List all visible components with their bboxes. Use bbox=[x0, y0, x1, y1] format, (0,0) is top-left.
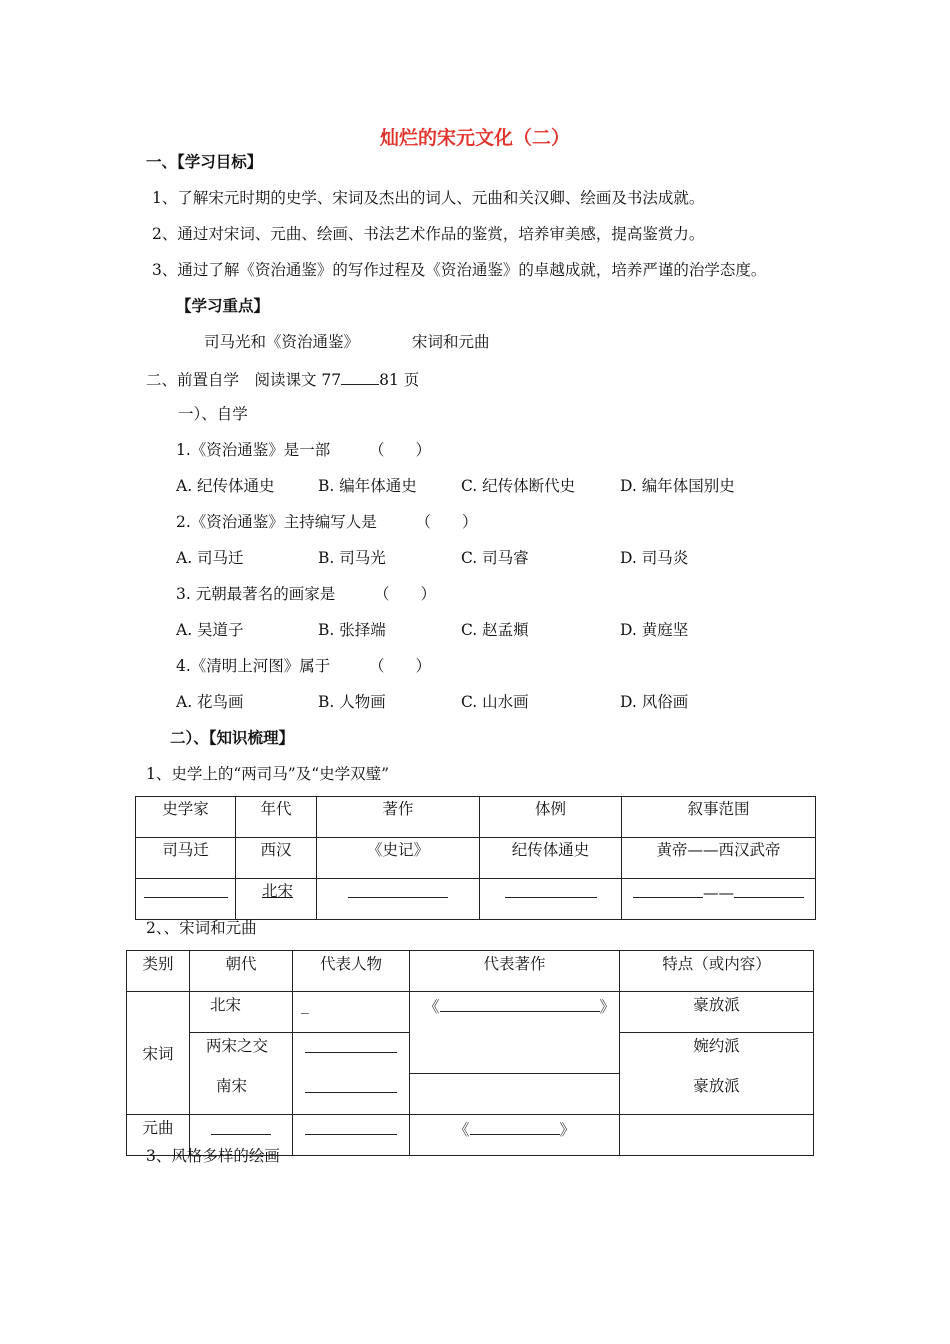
topic-1-heading: 1、史学上的“两司马”及“史学双璧” bbox=[146, 765, 390, 783]
fill-blank[interactable] bbox=[305, 1076, 397, 1093]
cell-scope: 黄帝——西汉武帝 bbox=[622, 838, 816, 879]
header-person: 代表人物 bbox=[293, 951, 410, 992]
cell-dynasty: 南宋 bbox=[190, 1073, 293, 1114]
fill-blank[interactable] bbox=[348, 881, 448, 898]
fill-blank[interactable] bbox=[505, 881, 597, 898]
goal-item-3: 3、通过了解《资治通鉴》的写作过程及《资治通鉴》的卓越成就，培养严谨的治学态度。 bbox=[152, 261, 767, 279]
fill-blank[interactable] bbox=[633, 881, 703, 898]
era-northern-song: 北宋 bbox=[262, 882, 294, 900]
header-era: 年代 bbox=[236, 797, 317, 838]
cell-person-blank[interactable] bbox=[293, 1114, 410, 1155]
fill-blank[interactable] bbox=[305, 1118, 397, 1135]
cell-work-blank[interactable] bbox=[317, 879, 480, 920]
header-dynasty: 朝代 bbox=[190, 951, 293, 992]
page-title: 灿烂的宋元文化（二） bbox=[379, 127, 570, 149]
table-header-row bbox=[127, 951, 814, 992]
q3-option-c[interactable]: C. 赵孟頫 bbox=[461, 621, 529, 639]
header-scope: 叙事范围 bbox=[622, 797, 816, 838]
table-row bbox=[136, 838, 816, 879]
pre-study-heading bbox=[146, 368, 419, 390]
cell-works-empty[interactable] bbox=[410, 1073, 620, 1114]
cell-feature-empty[interactable] bbox=[620, 1114, 814, 1155]
cell-person[interactable]: _ bbox=[293, 992, 410, 1033]
q4-option-d[interactable]: D. 风俗画 bbox=[620, 693, 689, 711]
scope-dash: —— bbox=[703, 884, 734, 902]
question-2: 2.《资治通鉴》主持编写人是 （ ） bbox=[176, 513, 478, 531]
header-work: 著作 bbox=[317, 797, 480, 838]
focus-item-2: 宋词和元曲 bbox=[412, 333, 490, 351]
book-open-mark: 《 bbox=[453, 1120, 470, 1139]
pre-study-heading-a: 二、前置自学 阅读课文 77 bbox=[146, 371, 342, 389]
knowledge-review-text: 二）、【知识梳理】 bbox=[170, 728, 295, 747]
q2-option-a[interactable]: A. 司马迁 bbox=[176, 549, 244, 567]
cell-dynasty: 北宋 bbox=[190, 992, 293, 1033]
song-ci-yuan-qu-table bbox=[126, 950, 814, 1156]
table-header-row bbox=[136, 797, 816, 838]
q3-option-a[interactable]: A. 吴道子 bbox=[176, 621, 244, 639]
pre-study-heading-b: 81 页 bbox=[379, 371, 420, 389]
cell-category-songci: 宋词 bbox=[127, 992, 190, 1115]
table-row bbox=[127, 1033, 814, 1074]
cell-style: 纪传体通史 bbox=[480, 838, 622, 879]
cell-era: 西汉 bbox=[236, 838, 317, 879]
goal-item-2: 2、通过对宋词、元曲、绘画、书法艺术作品的鉴赏，培养审美感，提高鉴赏力。 bbox=[152, 225, 705, 243]
table-row bbox=[127, 992, 814, 1033]
header-feature: 特点（或内容） bbox=[620, 951, 814, 992]
topic-2-heading: 2、、宋词和元曲 bbox=[146, 919, 257, 937]
q2-option-c[interactable]: C. 司马睿 bbox=[461, 549, 529, 567]
cell-feature: 婉约派 bbox=[620, 1033, 814, 1074]
cell-category-yuanqu: 元曲 bbox=[127, 1114, 190, 1155]
table-row bbox=[136, 879, 816, 920]
cell-work: 《史记》 bbox=[317, 838, 480, 879]
cell-historian-blank[interactable] bbox=[136, 879, 236, 920]
fill-blank[interactable] bbox=[211, 1118, 271, 1135]
fill-blank[interactable] bbox=[440, 995, 600, 1012]
book-close-mark: 》 bbox=[599, 998, 616, 1016]
self-study-subheading: 一）、自学 bbox=[178, 405, 248, 423]
book-open-mark: 《 bbox=[424, 998, 440, 1016]
cell-scope-blank[interactable] bbox=[622, 879, 816, 920]
cell-feature: 豪放派 bbox=[620, 1073, 814, 1114]
fill-blank[interactable] bbox=[144, 881, 228, 898]
q1-option-b[interactable]: B. 编年体通史 bbox=[318, 477, 417, 495]
cell-works[interactable] bbox=[410, 992, 620, 1033]
question-3: 3. 元朝最著名的画家是 （ ） bbox=[176, 585, 436, 603]
cell-style-blank[interactable] bbox=[480, 879, 622, 920]
header-historian: 史学家 bbox=[136, 797, 236, 838]
cell-feature: 豪放派 bbox=[620, 992, 814, 1033]
header-category: 类别 bbox=[127, 951, 190, 992]
cell-era bbox=[236, 879, 317, 920]
fill-blank[interactable] bbox=[470, 1118, 560, 1135]
question-1: 1.《资治通鉴》是一部 （ ） bbox=[176, 441, 432, 459]
fill-blank[interactable] bbox=[305, 1036, 397, 1053]
cell-dynasty: 两宋之交 bbox=[190, 1033, 293, 1074]
historians-table bbox=[135, 796, 816, 920]
section-learning-goals-heading: 一、【学习目标】 bbox=[146, 152, 263, 171]
fill-blank[interactable] bbox=[734, 881, 804, 898]
focus-item-1: 司马光和《资治通鉴》 bbox=[204, 333, 360, 351]
cell-person-blank[interactable] bbox=[293, 1073, 410, 1114]
header-style: 体例 bbox=[480, 797, 622, 838]
book-close-mark: 》 bbox=[559, 1120, 576, 1139]
q3-option-d[interactable]: D. 黄庭坚 bbox=[620, 621, 689, 639]
topic-3-heading: 3、风格多样的绘画 bbox=[146, 1147, 280, 1165]
q4-option-b[interactable]: B. 人物画 bbox=[318, 693, 386, 711]
q4-option-a[interactable]: A. 花鸟画 bbox=[176, 693, 244, 711]
learning-focus-heading: 【学习重点】 bbox=[176, 296, 270, 315]
q1-option-c[interactable]: C. 纪传体断代史 bbox=[461, 477, 576, 495]
cell-works[interactable] bbox=[410, 1114, 620, 1155]
header-works: 代表著作 bbox=[410, 951, 620, 992]
q1-option-d[interactable]: D. 编年体国别史 bbox=[620, 477, 735, 495]
q3-option-b[interactable]: B. 张择端 bbox=[318, 621, 386, 639]
table-row bbox=[127, 1073, 814, 1114]
knowledge-review-subheading bbox=[170, 728, 294, 748]
cell-works-empty[interactable] bbox=[410, 1033, 620, 1074]
question-4: 4.《清明上河图》属于 （ ） bbox=[176, 657, 432, 675]
cell-historian: 司马迁 bbox=[136, 838, 236, 879]
q4-option-c[interactable]: C. 山水画 bbox=[461, 693, 529, 711]
page-range-blank[interactable] bbox=[341, 368, 379, 385]
goal-item-1: 1、了解宋元时期的史学、宋词及杰出的词人、元曲和关汉卿、绘画及书法成就。 bbox=[152, 189, 705, 207]
q2-option-b[interactable]: B. 司马光 bbox=[318, 549, 386, 567]
cell-person-blank[interactable] bbox=[293, 1033, 410, 1074]
q2-option-d[interactable]: D. 司马炎 bbox=[620, 549, 689, 567]
q1-option-a[interactable]: A. 纪传体通史 bbox=[176, 477, 275, 495]
